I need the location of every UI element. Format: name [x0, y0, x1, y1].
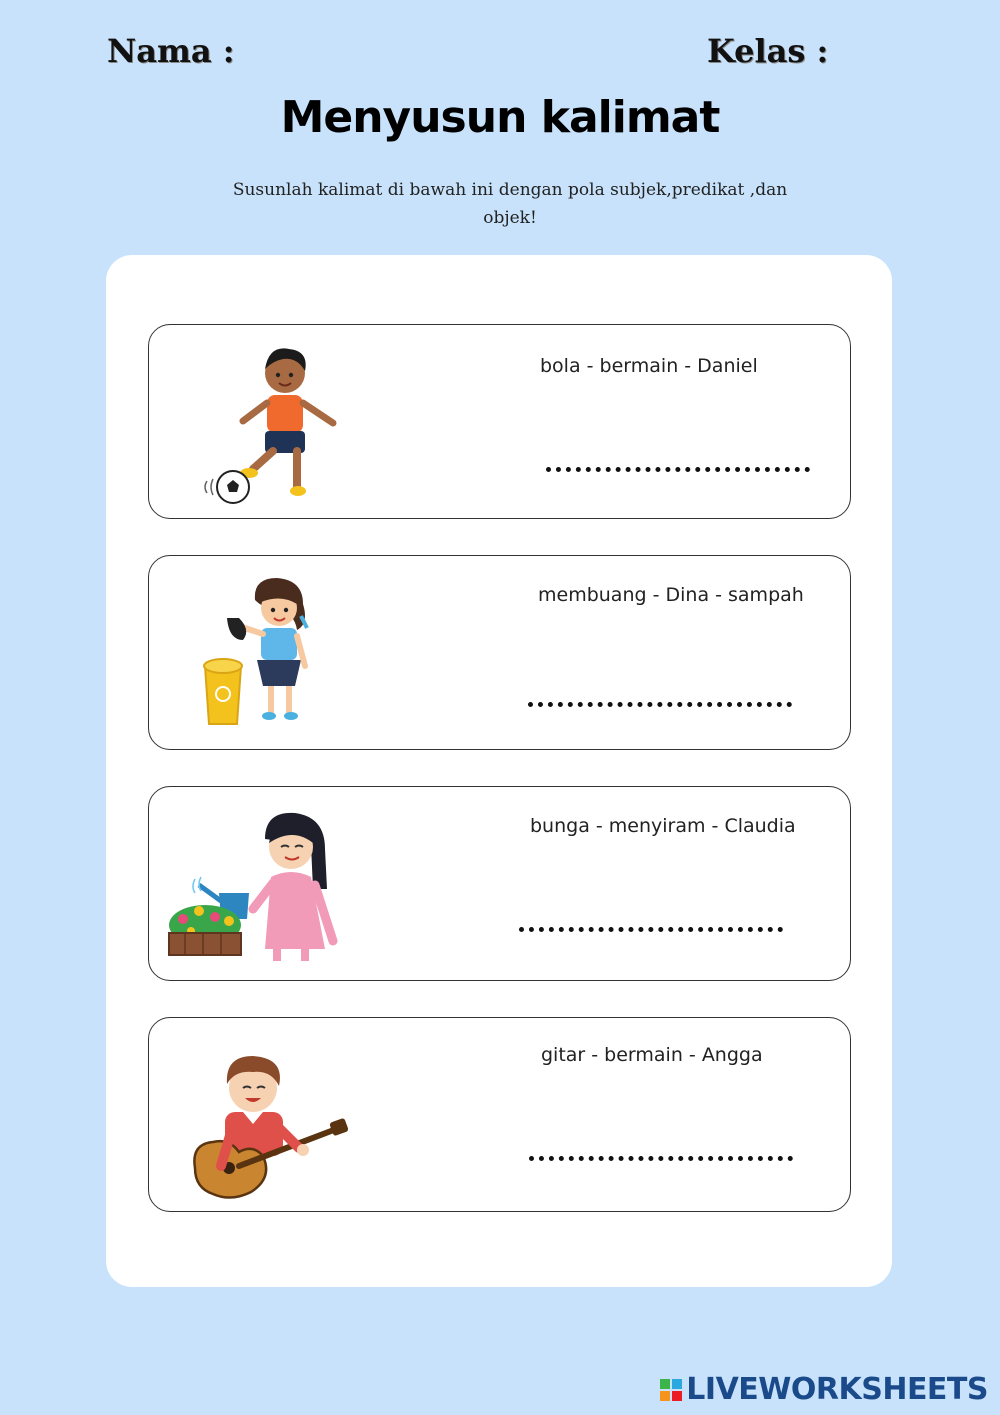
answer-blank[interactable]: [528, 702, 792, 707]
class-label: Kelas :: [707, 32, 829, 70]
girl-throwing-trash-illustration: [199, 574, 319, 734]
liveworksheets-brand[interactable]: [660, 1372, 988, 1407]
girl-watering-flowers-illustration: [165, 809, 350, 969]
page-title: Menyusun kalimat: [280, 92, 720, 143]
boy-kicking-ball-illustration: [185, 339, 345, 509]
word-prompt: bunga - menyiram - Claudia: [530, 815, 796, 837]
word-prompt: membuang - Dina - sampah: [538, 584, 804, 606]
exercise-card: [148, 324, 851, 519]
answer-blank[interactable]: [519, 927, 783, 932]
exercise-card: [148, 786, 851, 981]
liveworksheets-logo-icon: [660, 1379, 682, 1401]
boy-playing-guitar-illustration: [191, 1048, 351, 1208]
name-label: Nama :: [107, 32, 235, 70]
word-prompt: gitar - bermain - Angga: [541, 1044, 763, 1066]
brand-name: LIVEWORKSHEETS: [686, 1372, 988, 1407]
exercise-card: [148, 1017, 851, 1212]
instruction-text: Susunlah kalimat di bawah ini dengan pola subjek,predikat ,dan objek!: [232, 180, 788, 228]
answer-blank[interactable]: [529, 1156, 793, 1161]
exercise-card: [148, 555, 851, 750]
exercise-panel: [106, 255, 892, 1287]
word-prompt: bola - bermain - Daniel: [540, 355, 758, 377]
answer-blank[interactable]: [546, 467, 810, 472]
